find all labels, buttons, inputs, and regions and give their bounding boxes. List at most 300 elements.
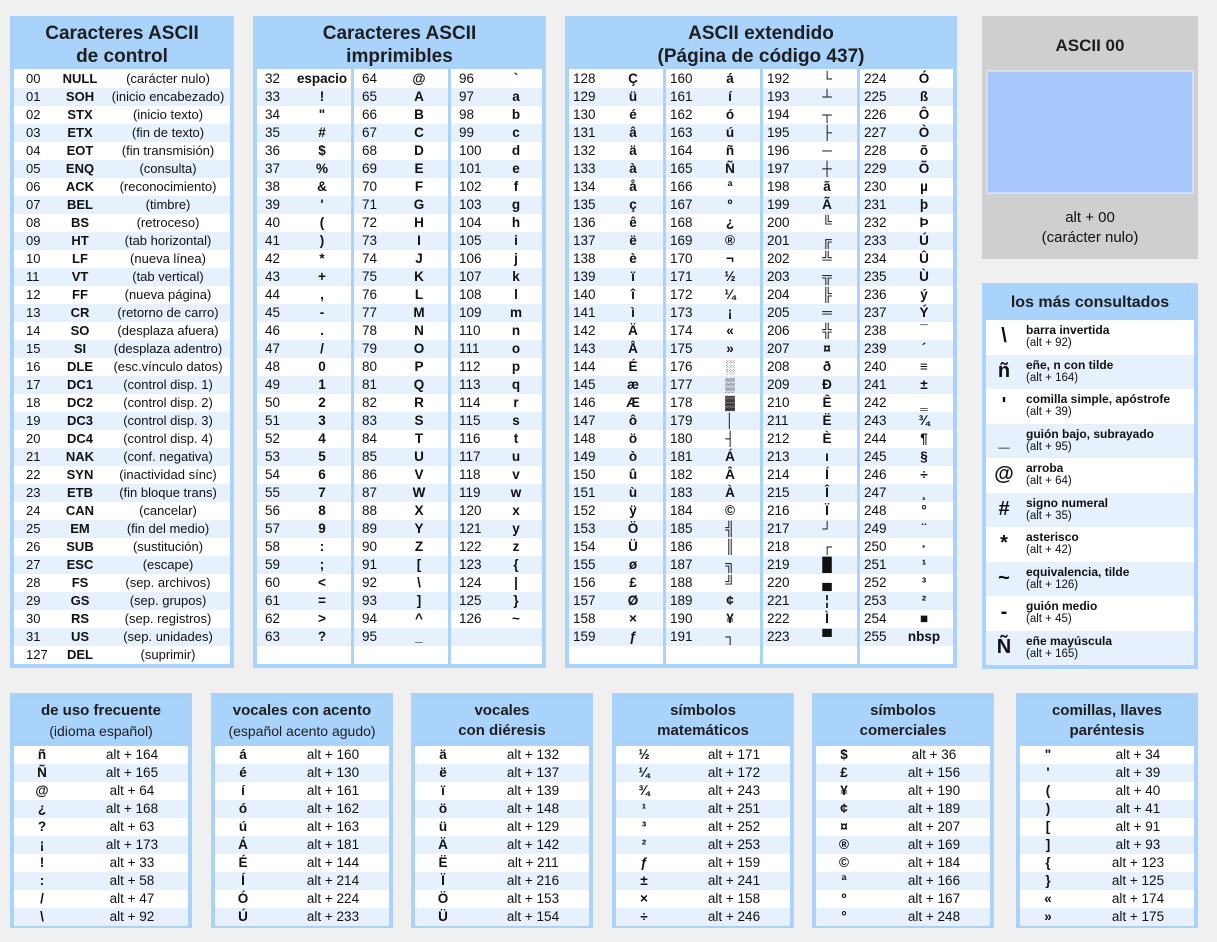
code-number: 31 bbox=[26, 629, 41, 644]
table-row bbox=[816, 872, 990, 890]
code-char: + bbox=[318, 269, 326, 284]
code-number: 23 bbox=[26, 485, 41, 500]
table-row bbox=[569, 340, 663, 358]
table-row bbox=[763, 142, 857, 160]
code-number: 99 bbox=[459, 125, 475, 140]
symbol-char: ! bbox=[39, 855, 45, 870]
control-description: (conf. negativa) bbox=[123, 449, 213, 464]
table-row bbox=[354, 394, 448, 412]
code-column bbox=[763, 69, 857, 664]
table-row bbox=[257, 430, 351, 448]
table-row bbox=[257, 610, 351, 628]
alt-code: alt + 47 bbox=[109, 891, 155, 906]
code-number: 194 bbox=[767, 107, 790, 122]
code-number: 38 bbox=[265, 179, 281, 194]
table-row bbox=[451, 646, 542, 664]
alt-code: alt + 139 bbox=[506, 783, 560, 798]
control-abbrev: FS bbox=[71, 575, 89, 590]
symbol-char: $ bbox=[840, 747, 848, 762]
control-abbrev: EOT bbox=[66, 143, 94, 158]
table-row bbox=[14, 890, 188, 908]
table-row bbox=[14, 286, 230, 304]
table-row bbox=[451, 340, 542, 358]
control-abbrev: SOH bbox=[65, 89, 95, 104]
code-number: 00 bbox=[26, 71, 41, 86]
code-number: 109 bbox=[459, 305, 482, 320]
code-number: 247 bbox=[864, 485, 887, 500]
code-char: ║ bbox=[725, 539, 735, 554]
alt-code: alt + 184 bbox=[907, 855, 961, 870]
code-char: Ó bbox=[918, 71, 930, 86]
control-description: (control disp. 3) bbox=[123, 413, 213, 428]
table-row bbox=[763, 430, 857, 448]
code-char: K bbox=[414, 269, 424, 284]
table-row bbox=[860, 340, 953, 358]
code-char: ┼ bbox=[822, 161, 832, 176]
code-char: ─ bbox=[822, 143, 832, 158]
code-number: 92 bbox=[362, 575, 378, 590]
table-row bbox=[763, 232, 857, 250]
symbol-char: Ú bbox=[238, 909, 248, 924]
code-char: V bbox=[414, 467, 424, 482]
code-number: 223 bbox=[767, 629, 790, 644]
symbol-char: ] bbox=[1045, 837, 1051, 852]
code-number: 124 bbox=[459, 575, 482, 590]
table-row bbox=[14, 592, 230, 610]
code-char: ã bbox=[823, 179, 831, 194]
alt-code: alt + 154 bbox=[506, 909, 560, 924]
table-row bbox=[860, 628, 953, 646]
table-row bbox=[616, 746, 790, 764]
code-char: └ bbox=[822, 71, 832, 86]
code-number: 135 bbox=[573, 197, 596, 212]
table-row bbox=[666, 124, 760, 142]
table-row bbox=[415, 872, 589, 890]
code-number: 152 bbox=[573, 503, 596, 518]
symbol-name: equivalencia, tilde bbox=[1026, 564, 1130, 579]
table-row bbox=[451, 358, 542, 376]
code-char: ¢ bbox=[726, 593, 734, 608]
alt-code: alt + 91 bbox=[1115, 819, 1161, 834]
alt-code: alt + 41 bbox=[1115, 801, 1161, 816]
table-row bbox=[415, 854, 589, 872]
alt-code: alt + 159 bbox=[707, 855, 761, 870]
symbol-char: é bbox=[239, 765, 247, 780]
code-column bbox=[666, 69, 760, 664]
code-number: 81 bbox=[362, 377, 378, 392]
symbol-char: ² bbox=[641, 837, 647, 852]
code-column bbox=[569, 69, 663, 664]
code-number: 214 bbox=[767, 467, 790, 482]
code-char: ¾ bbox=[918, 413, 930, 428]
code-char: Ö bbox=[627, 521, 639, 536]
code-number: 102 bbox=[459, 179, 482, 194]
table-row bbox=[860, 646, 953, 664]
code-number: 133 bbox=[573, 161, 596, 176]
code-number: 162 bbox=[670, 107, 693, 122]
symbol-name: eñe, n con tilde bbox=[1026, 357, 1114, 372]
code-number: 80 bbox=[362, 359, 378, 374]
code-number: 24 bbox=[26, 503, 41, 518]
symbol-char: ) bbox=[1045, 801, 1051, 816]
code-number: 206 bbox=[767, 323, 790, 338]
list-item bbox=[986, 562, 1194, 596]
code-number: 09 bbox=[26, 233, 41, 248]
code-number: 161 bbox=[670, 89, 693, 104]
table-row bbox=[354, 88, 448, 106]
table-row bbox=[763, 178, 857, 196]
code-number: 229 bbox=[864, 161, 887, 176]
code-char: v bbox=[512, 467, 520, 482]
table-row bbox=[257, 466, 351, 484]
code-number: 27 bbox=[26, 557, 41, 572]
table-row bbox=[860, 484, 953, 502]
code-number: 30 bbox=[26, 611, 41, 626]
code-char: ~ bbox=[512, 611, 520, 626]
control-description: (fin transmisión) bbox=[121, 143, 215, 158]
table-row bbox=[616, 890, 790, 908]
code-number: 79 bbox=[362, 341, 378, 356]
code-number: 62 bbox=[265, 611, 281, 626]
control-abbrev: DC2 bbox=[66, 395, 93, 410]
table-row bbox=[616, 908, 790, 926]
bottom-table bbox=[14, 746, 188, 926]
alt-code: alt + 63 bbox=[109, 819, 155, 834]
control-description: (inactividad sínc) bbox=[119, 467, 217, 482]
code-char: : bbox=[319, 539, 325, 554]
symbol-char: ó bbox=[238, 801, 248, 816]
table-row bbox=[860, 286, 953, 304]
table-row bbox=[354, 628, 448, 646]
code-char: ▀ bbox=[822, 629, 832, 644]
code-number: 248 bbox=[864, 503, 887, 518]
control-description: (fin de texto) bbox=[131, 125, 205, 140]
code-number: 197 bbox=[767, 161, 790, 176]
control-abbrev: SUB bbox=[66, 539, 94, 554]
bottom-title-line1: símbolos bbox=[870, 702, 936, 719]
alt-code: alt + 161 bbox=[306, 783, 360, 798]
code-char: ï bbox=[631, 269, 635, 284]
code-column bbox=[451, 69, 542, 664]
table-row bbox=[666, 178, 760, 196]
table-row bbox=[354, 574, 448, 592]
code-number: 210 bbox=[767, 395, 790, 410]
code-char: L bbox=[414, 287, 424, 302]
code-char: ª bbox=[727, 179, 733, 194]
table-row bbox=[1020, 890, 1194, 908]
control-description: (sep. archivos) bbox=[125, 575, 211, 590]
code-number: 73 bbox=[362, 233, 378, 248]
bottom-panel bbox=[211, 693, 393, 928]
bottom-title-line1: comillas, llaves bbox=[1051, 702, 1163, 719]
table-row bbox=[569, 448, 663, 466]
code-number: 18 bbox=[26, 395, 41, 410]
code-number: 186 bbox=[670, 539, 693, 554]
table-row bbox=[666, 628, 760, 646]
table-row bbox=[14, 106, 230, 124]
table-row bbox=[415, 836, 589, 854]
code-number: 146 bbox=[573, 395, 596, 410]
bottom-title-line2: paréntesis bbox=[1069, 722, 1145, 739]
alt-code: alt + 129 bbox=[506, 819, 560, 834]
code-char: ø bbox=[628, 557, 638, 572]
code-number: 107 bbox=[459, 269, 482, 284]
table-row bbox=[14, 142, 230, 160]
table-row bbox=[569, 142, 663, 160]
code-number: 15 bbox=[26, 341, 41, 356]
list-item bbox=[986, 355, 1194, 389]
list-item bbox=[986, 527, 1194, 561]
table-row bbox=[354, 142, 448, 160]
code-char: C bbox=[414, 125, 424, 140]
alt-code: alt + 243 bbox=[707, 783, 761, 798]
table-row bbox=[257, 70, 351, 88]
table-row bbox=[257, 232, 351, 250]
code-number: 50 bbox=[265, 395, 281, 410]
control-abbrev: DC4 bbox=[66, 431, 93, 446]
code-char: n bbox=[511, 323, 521, 338]
code-number: 201 bbox=[767, 233, 790, 248]
code-char: R bbox=[414, 395, 424, 410]
code-number: 255 bbox=[864, 629, 887, 644]
table-row bbox=[763, 520, 857, 538]
code-char: Ë bbox=[822, 413, 832, 428]
code-number: 213 bbox=[767, 449, 790, 464]
code-number: 224 bbox=[864, 71, 887, 86]
table-row bbox=[14, 484, 230, 502]
control-description: (desplaza adentro) bbox=[113, 341, 223, 356]
bottom-title-line1: de uso frecuente bbox=[40, 702, 162, 719]
table-row bbox=[763, 322, 857, 340]
code-number: 20 bbox=[26, 431, 41, 446]
ascii-00-caption: alt + 00 (carácter nulo) bbox=[1041, 209, 1139, 246]
code-number: 78 bbox=[362, 323, 378, 338]
table-row bbox=[816, 764, 990, 782]
table-row bbox=[569, 520, 663, 538]
table-row bbox=[616, 818, 790, 836]
alt-code: alt + 148 bbox=[506, 801, 560, 816]
symbol-char: © bbox=[839, 855, 849, 870]
table-row bbox=[816, 800, 990, 818]
control-column bbox=[14, 69, 230, 664]
code-number: 175 bbox=[670, 341, 693, 356]
code-number: 32 bbox=[265, 71, 281, 86]
table-row bbox=[451, 304, 542, 322]
alt-code: alt + 163 bbox=[306, 819, 360, 834]
code-number: 131 bbox=[573, 125, 596, 140]
table-row bbox=[860, 304, 953, 322]
code-column bbox=[354, 69, 448, 664]
bottom-panel-title bbox=[812, 701, 994, 741]
alt-code: alt + 173 bbox=[105, 837, 159, 852]
alt-code: (alt + 42) bbox=[1026, 544, 1072, 556]
code-number: 52 bbox=[265, 431, 281, 446]
control-description: (carácter nulo) bbox=[126, 71, 210, 86]
code-char: x bbox=[512, 503, 520, 518]
control-abbrev: FF bbox=[72, 287, 88, 302]
control-abbrev: RS bbox=[70, 611, 90, 626]
code-number: 234 bbox=[864, 251, 887, 266]
symbol-char: [ bbox=[1045, 819, 1051, 834]
table-row bbox=[215, 890, 389, 908]
table-row bbox=[860, 268, 953, 286]
code-number: 54 bbox=[265, 467, 281, 482]
code-char: Ï bbox=[825, 503, 829, 518]
table-row bbox=[763, 304, 857, 322]
table-row bbox=[14, 214, 230, 232]
printable-chars-panel bbox=[253, 16, 546, 668]
symbol-char: ¤ bbox=[840, 819, 848, 834]
code-char: Ä bbox=[628, 323, 638, 338]
table-row bbox=[569, 556, 663, 574]
code-char: ¡ bbox=[727, 305, 733, 320]
table-row bbox=[666, 160, 760, 178]
table-row bbox=[257, 88, 351, 106]
code-number: 203 bbox=[767, 269, 790, 284]
symbol-char: ¾ bbox=[638, 783, 650, 798]
table-row bbox=[257, 412, 351, 430]
code-number: 177 bbox=[670, 377, 693, 392]
code-char: 7 bbox=[318, 485, 326, 500]
table-row bbox=[415, 746, 589, 764]
table-row bbox=[257, 250, 351, 268]
table-row bbox=[763, 196, 857, 214]
table-row bbox=[257, 268, 351, 286]
extended-ascii-title: ASCII extendido (Página de código 437) bbox=[657, 23, 865, 67]
table-row bbox=[14, 70, 230, 88]
symbol-char: ½ bbox=[638, 747, 650, 762]
code-number: 56 bbox=[265, 503, 281, 518]
table-row bbox=[860, 592, 953, 610]
symbol-glyph: # bbox=[998, 497, 1010, 520]
code-char: Ù bbox=[919, 269, 929, 284]
table-row bbox=[354, 106, 448, 124]
bottom-table bbox=[215, 746, 389, 926]
code-number: 68 bbox=[362, 143, 378, 158]
table-row bbox=[14, 88, 230, 106]
alt-code: alt + 39 bbox=[1115, 765, 1161, 780]
control-abbrev: DEL bbox=[67, 647, 93, 662]
table-row bbox=[666, 556, 760, 574]
table-row bbox=[569, 214, 663, 232]
control-abbrev: STX bbox=[67, 107, 93, 122]
table-row bbox=[354, 484, 448, 502]
table-row bbox=[666, 376, 760, 394]
code-number: 117 bbox=[459, 449, 481, 464]
code-char: È bbox=[822, 431, 832, 446]
code-number: 116 bbox=[459, 431, 481, 446]
code-char: t bbox=[513, 431, 519, 446]
table-row bbox=[354, 556, 448, 574]
control-description: (esc.vínculo datos) bbox=[113, 359, 223, 374]
table-row bbox=[763, 376, 857, 394]
code-char: ├ bbox=[822, 125, 832, 140]
code-char: f bbox=[513, 179, 519, 194]
symbol-char: ' bbox=[1046, 765, 1050, 780]
table-row bbox=[666, 304, 760, 322]
table-row bbox=[569, 430, 663, 448]
table-row bbox=[763, 592, 857, 610]
symbol-glyph: ~ bbox=[998, 566, 1010, 589]
alt-code: alt + 251 bbox=[707, 801, 761, 816]
alt-code: alt + 216 bbox=[506, 873, 560, 888]
code-char: Û bbox=[919, 251, 929, 266]
code-char: Í bbox=[825, 467, 829, 482]
table-row bbox=[257, 106, 351, 124]
table-row bbox=[257, 592, 351, 610]
code-number: 25 bbox=[26, 521, 41, 536]
symbol-char: ÷ bbox=[640, 909, 648, 924]
symbol-char: Ü bbox=[438, 909, 448, 924]
code-char: £ bbox=[629, 575, 637, 590]
code-number: 199 bbox=[767, 197, 790, 212]
alt-code: alt + 144 bbox=[306, 855, 360, 870]
code-char: D bbox=[414, 143, 424, 158]
code-char: » bbox=[726, 341, 734, 356]
code-char: ç bbox=[629, 197, 637, 212]
code-char: ┘ bbox=[822, 521, 832, 536]
code-number: 113 bbox=[459, 377, 481, 392]
symbol-char: » bbox=[1044, 909, 1052, 924]
code-char: ß bbox=[919, 89, 929, 104]
code-char: è bbox=[629, 251, 637, 266]
control-abbrev: CAN bbox=[65, 503, 95, 518]
code-char: Q bbox=[413, 377, 425, 392]
bottom-title-line1: símbolos bbox=[670, 702, 736, 719]
code-number: 93 bbox=[362, 593, 378, 608]
table-row bbox=[569, 88, 663, 106]
symbol-glyph: ' bbox=[1001, 394, 1007, 416]
code-number: 84 bbox=[362, 431, 378, 446]
control-abbrev: BEL bbox=[67, 197, 93, 212]
code-char: ┌ bbox=[822, 539, 832, 554]
code-number: 153 bbox=[573, 521, 596, 536]
control-description: (desplaza afuera) bbox=[117, 323, 219, 338]
code-char: ┤ bbox=[725, 431, 735, 446]
code-char: │ bbox=[725, 413, 735, 428]
code-number: 75 bbox=[362, 269, 378, 284]
bottom-table bbox=[616, 746, 790, 926]
table-row bbox=[666, 106, 760, 124]
table-row bbox=[860, 358, 953, 376]
code-char: , bbox=[320, 287, 324, 302]
control-chars-title: Caracteres ASCII de control bbox=[45, 23, 199, 67]
code-number: 67 bbox=[362, 125, 378, 140]
code-char: Æ bbox=[626, 395, 640, 410]
alt-code: alt + 162 bbox=[306, 801, 360, 816]
symbol-char: " bbox=[1044, 747, 1052, 762]
table-row bbox=[354, 448, 448, 466]
code-char: { bbox=[513, 557, 519, 572]
bottom-panel-title bbox=[411, 701, 593, 741]
symbol-char: ¡ bbox=[39, 837, 45, 852]
code-number: 12 bbox=[26, 287, 41, 302]
table-row bbox=[666, 610, 760, 628]
control-description: (control disp. 2) bbox=[123, 395, 213, 410]
symbol-char: Ä bbox=[438, 837, 448, 852]
symbol-char: Ö bbox=[437, 891, 449, 906]
symbol-glyph: Ñ bbox=[996, 635, 1012, 658]
table-row bbox=[451, 484, 542, 502]
code-number: 169 bbox=[670, 233, 693, 248]
alt-code: alt + 252 bbox=[707, 819, 761, 834]
table-row bbox=[354, 502, 448, 520]
table-row bbox=[569, 286, 663, 304]
table-row bbox=[616, 836, 790, 854]
code-char: É bbox=[628, 359, 638, 374]
code-number: 190 bbox=[670, 611, 693, 626]
bottom-panel-title bbox=[1016, 701, 1198, 741]
